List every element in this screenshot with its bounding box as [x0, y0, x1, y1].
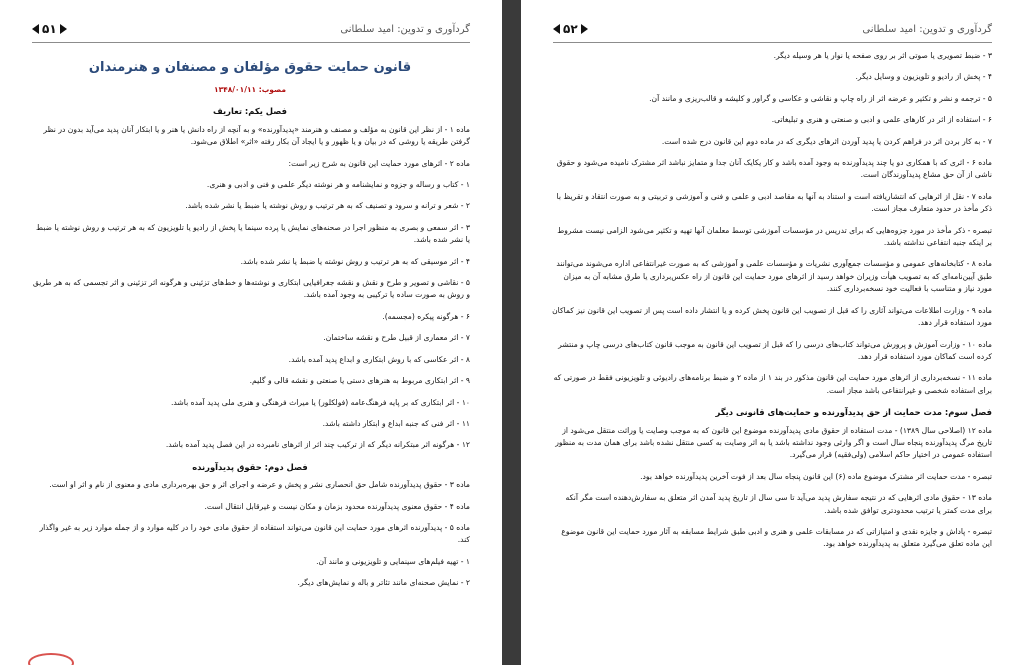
chapter-heading: فصل سوم: مدت حمایت از حق پدیدآورنده و حمایت‌های قانونی دیگر [715, 407, 992, 418]
page-header [553, 20, 992, 43]
page-number-text: ۵۱ [42, 22, 57, 36]
paragraph: ماده ۷ - نقل از اثرهایی که انتشاریافته است و استناد به آنها به مقاصد ادبی و علمی و فنی و آموزشی و تربیتی و به صورت انتقاد و تقریظ با ذکر مأخذ در حدود متعارف مجاز است. [556, 191, 992, 214]
paragraph: ۷ - اثر معماری از قبیل طرح و نقشه ساختمان. [323, 333, 470, 343]
paragraph: ماده ۱۳ - حقوق مادی اثرهایی که در نتیجه سفارش پدید می‌آید تا سی سال از تاریخ پدید آمدن اثر متعلق به سفارش‌دهنده است مگر آنکه برای مدت کمتر یا ترتیب محدودتری توافق شده باشد. [565, 493, 992, 515]
paragraph: تبصره - ذکر مأخذ در مورد جزوه‌هایی که برای تدریس در مؤسسات آموزشی توسط معلمان آنها تهیه و تکثیر می‌شود الزامی نیست مشروط بر اینکه جنبه انتفاعی نداشته باشد. [557, 225, 992, 248]
page-content [551, 50, 992, 560]
paragraph: ۶ - هرگونه پیکره (مجسمه). [382, 311, 470, 321]
paragraph: ۱ - کتاب و رساله و جزوه و نمایشنامه و هر نوشته دیگر علمی و فنی و ادبی و هنری. [206, 180, 470, 190]
paragraph: ۵ - نقاشی و تصویر و طرح و نقش و نقشه جغرافیایی ابتکاری و نوشته‌ها و خط‌های تزئینی و هرگونه اثر تزئینی و اثر تجسمی که به هر طریق و روش به صورت ساده یا ترکیبی به وجود آمده باشد. [32, 278, 470, 300]
header-title: گردآوری و تدوین: امید سلطانی [340, 24, 470, 35]
triangle-left-icon [553, 24, 560, 34]
page-content [30, 50, 470, 599]
paragraph: ماده ۱۲ (اصلاحی سال ۱۳۸۹) - مدت استفاده از حقوق مادی پدیدآورنده موضوع این قانون که به موجب وصایت یا وراثت منتقل می‌شود از تاریخ مرگ پدیدآورنده پنجاه سال است و اگر وارثی وجود نداشته باشد یا به اثر وصایت به کسی منتقل نشده باشد برای همان مدت به منظور استفاده عمومی در اختیار حاکم اسلامی (ولی‌فقیه) قرار می‌گیرد. [555, 425, 992, 460]
document-title: قانون حمایت حقوق مؤلفان و مصنفان و هنرمندان [88, 60, 412, 75]
paragraph: ۴ - اثر موسیقی که به هر ترتیب و روش نوشته یا ضبط یا نشر شده باشد. [240, 256, 470, 266]
paragraph: ۹ - اثر ابتکاری مربوط به هنرهای دستی یا صنعتی و نقشه قالی و گلیم. [249, 376, 470, 386]
chapter-heading: فصل یکم: تعاریف [213, 106, 287, 117]
paragraph: ۸ - اثر عکاسی که با روش ابتکاری و ابداع پدید آمده باشد. [288, 354, 470, 364]
paragraph: ۴ - پخش از رادیو و تلویزیون و وسایل دیگر. [855, 72, 992, 82]
paragraph: ماده ۲ - اثرهای مورد حمایت این قانون به شرح زیر است: [288, 158, 470, 168]
paragraph: ماده ۱۱ - نسخه‌برداری از اثرهای مورد حمایت این قانون مذکور در بند ۱ از ماده ۲ و ضبط برنامه‌های رادیوئی و تلویزیونی فقط در صورتی که برای استفاده شخصی و غیرانتفاعی باشد مجاز است. [553, 373, 992, 395]
triangle-right-icon [581, 24, 588, 34]
header-title: گردآوری و تدوین: امید سلطانی [862, 24, 992, 35]
paragraph: ماده ۸ - کتابخانه‌های عمومی و مؤسسات جمع‌آوری نشریات و مؤسسات علمی و آموزشی که به صورت غیرانتفاعی اداره می‌شوند می‌توانند طبق آیین‌نامه‌ای که به تصویب هیأت وزیران خواهد رسید از اثرهای مورد حمایت این قانون از راه عکس‌برداری یا طرق مشابه آن به میزان مورد نیاز و متناسب با فعالیت خود نسخه‌برداری کنند. [556, 259, 992, 294]
triangle-right-icon [60, 24, 67, 34]
paragraph: ماده ۴ - حقوق معنوی پدیدآورنده محدود بزمان و مکان نیست و غیرقابل انتقال است. [204, 501, 470, 511]
page-header [32, 20, 470, 43]
triangle-left-icon [32, 24, 39, 34]
paragraph: ۱۰ - اثر ابتکاری که بر پایه فرهنگ‌عامه (فولکلور) یا میراث فرهنگی و هنری ملی پدید آمده باشد. [171, 397, 470, 407]
paragraph: ماده ۹ - وزارت اطلاعات می‌تواند آثاری را که قبل از تصویب این قانون پخش کرده و یا انتشار داده است پس از تصویب این قانون نیز کماکان مورد استفاده قرار دهد. [552, 305, 992, 328]
paragraph: ۱ - تهیه فیلم‌های سینمایی و تلویزیونی و مانند آن. [316, 556, 470, 566]
paragraph: ۲ - شعر و ترانه و سرود و تصنیف که به هر ترتیب و روش نوشته یا ضبط یا نشر شده باشد. [185, 201, 470, 211]
paragraph: ۱۲ - هرگونه اثر مبتکرانه دیگر که از ترکیب چند اثر از اثرهای نامبرده در این فصل پدید آمده باشد. [165, 440, 470, 450]
paragraph: ۵ - ترجمه و نشر و تکثیر و عرضه اثر از راه چاپ و نقاشی و عکاسی و گراور و کلیشه و قالب‌ریزی و مانند آن. [649, 93, 992, 103]
paragraph: ماده ۳ - حقوق پدیدآورنده شامل حق انحصاری نشر و پخش و عرضه و اجرای اثر و حق بهره‌برداری مادی و معنوی از نام و اثر او است. [49, 480, 470, 490]
page-number [32, 22, 67, 36]
paragraph: تبصره - پاداش و جایزه نقدی و امتیازاتی که در مسابقات علمی و هنری و ادبی طبق شرایط مسابقه به آثار مورد حمایت این قانون موضوع این ماده تعلق می‌گیرد متعلق به پدیدآورنده خواهد بود. [561, 526, 992, 549]
paragraph: ۷ - به کار بردن اثر در فراهم کردن یا پدید آوردن اثرهای دیگری که در ماده دوم این قانون درج شده است. [661, 136, 992, 146]
paragraph: ۳ - ضبط تصویری یا صوتی اثر بر روی صفحه یا نوار یا هر وسیله دیگر. [773, 51, 992, 60]
page-number-text: ۵۲ [563, 22, 578, 36]
paragraph: ماده ۵ - پدیدآورنده اثرهای مورد حمایت این قانون می‌تواند استفاده از حقوق مادی خود را در کلیه موارد و از جمله موارد زیر به غیر واگذار کند. [39, 522, 470, 545]
left-page [0, 0, 502, 665]
paragraph: ۲ - نمایش صحنه‌ای مانند تئاتر و باله و نمایش‌های دیگر. [297, 578, 470, 588]
page-gutter [502, 0, 521, 665]
page-mark-oval [28, 653, 74, 665]
paragraph: تبصره - مدت حمایت اثر مشترک موضوع ماده (۶) این قانون پنجاه سال بعد از فوت آخرین پدیدآورنده خواهد بود. [640, 471, 992, 481]
paragraph: ۶ - استفاده از اثر در کارهای علمی و ادبی و صنعتی و هنری و تبلیغاتی. [771, 115, 992, 125]
paragraph: ۱۱ - اثر فنی که جنبه ابداع و ابتکار داشته باشد. [322, 418, 470, 428]
approval-date: مصوب: ۱۳۴۸/۰۱/۱۱ [214, 85, 286, 94]
paragraph: ماده ۱۰ - وزارت آموزش و پرورش می‌تواند کتاب‌های درسی را که قبل از تصویب این قانون به موجب قانون کتاب‌های درسی چاپ و منتشر کرده است کماکان مورد استفاده قرار دهد. [558, 339, 992, 361]
right-page [521, 0, 1024, 665]
paragraph: ماده ۶ - اثری که با همکاری دو یا چند پدیدآورنده به وجود آمده باشد و کار یکایک آنان جدا و متمایز نباشد اثر مشترک نامیده می‌شود و حقوق ناشی از آن حق مشاع پدیدآورندگان است. [556, 158, 992, 180]
paragraph: ماده ۱ - از نظر این قانون به مؤلف و مصنف و هنرمند «پدیدآورنده» و به آنچه از راه دانش یا هنر و یا ابتکار آنان پدید می‌آید بدون در نظر گرفتن طریقه یا روشی که در بیان و یا ظهور و یا ایجاد آن بکار رفته «اثر» اطلاق می‌شود. [43, 124, 470, 147]
page-number [553, 22, 588, 36]
paragraph: ۳ - اثر سمعی و بصری به منظور اجرا در صحنه‌های نمایش یا پرده سینما یا پخش از رادیو یا تلویزیون که به هر ترتیب و روش نوشته یا ضبط یا نشر شده باشد. [36, 222, 470, 245]
chapter-heading: فصل دوم: حقوق پدیدآورنده [192, 461, 308, 472]
